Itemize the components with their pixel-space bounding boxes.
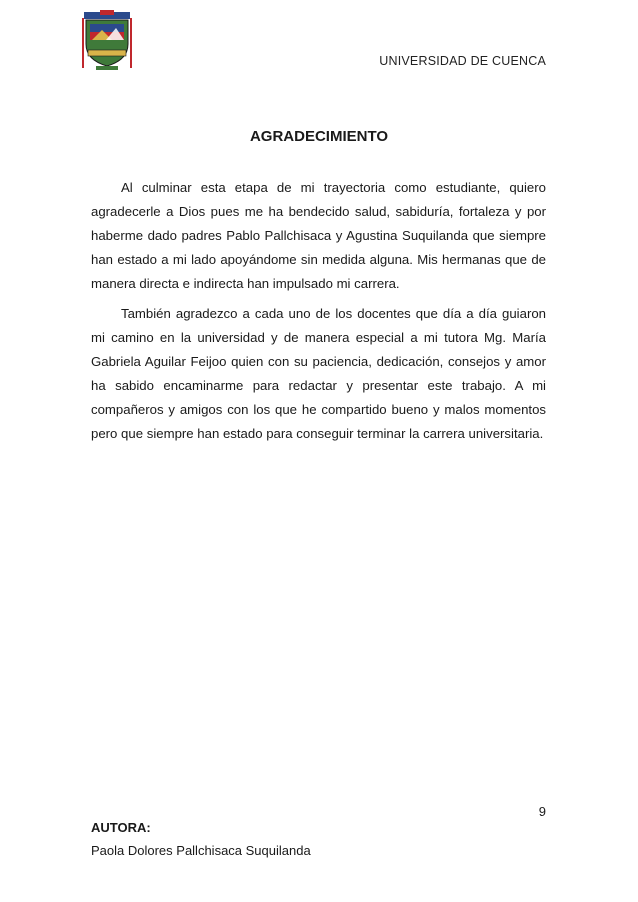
author-name: Paola Dolores Pallchisaca Suquilanda — [91, 843, 311, 858]
body-text — [91, 176, 546, 452]
author-label: AUTORA: — [91, 820, 151, 835]
paragraph-2: También agradezco a cada uno de los docentes que día a día guiaron mi camino en la universidad y de manera especial a mi tutora Mg. María Gabriela Aguilar Feijoo quien con su paciencia, dedicación, consejos y amor ha sabido encaminarme para redactar y presentar este trabajo. A mi compañeros y amigos con los que he compartido bueno y malos momentos pero que siempre han estado para conseguir terminar la carrera universitaria. — [91, 306, 546, 441]
university-name: UNIVERSIDAD DE CUENCA — [379, 54, 546, 68]
page-number: 9 — [538, 804, 546, 819]
page-title: AGRADECIMIENTO — [249, 128, 389, 145]
university-crest-icon — [80, 10, 134, 72]
paragraph-1: Al culminar esta etapa de mi trayectoria como estudiante, quiero agradecerle a Dios pues me ha bendecido salud, sabiduría, fortaleza y por haberme dado padres Pablo Pallchisaca y Agustina Suquilanda que siempre han estado a mi lado apoyándome sin medida alguna. Mis hermanas que de manera directa e indirecta han impulsado mi carrera. — [91, 180, 546, 291]
